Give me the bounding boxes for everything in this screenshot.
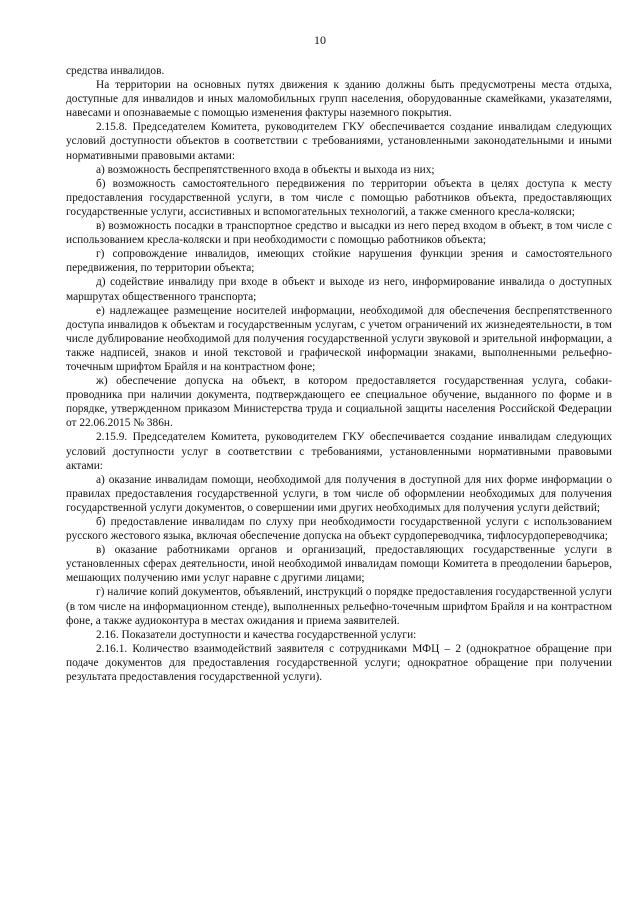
document-body bbox=[66, 64, 612, 684]
paragraph: На территории на основных путях движения к зданию должны быть предусмотрены места отдыха, доступные для инвалидов и иных маломобильных групп населения, оборудованные скамейками, указателями, навесами и опознаваемые с помощью изменения фактуры наземного покрытия. bbox=[66, 79, 612, 120]
paragraph: 2.16. Показатели доступности и качества государственной услуги: bbox=[96, 628, 417, 641]
paragraph: а) оказание инвалидам помощи, необходимой для получения в доступной для них форме информации о правилах предоставления государственной услуги, в том числе об оформлении необходимых для получения государственной услуги документов, о совершении ими других необходимых для получения услуги действий; bbox=[66, 473, 612, 514]
paragraph: г) наличие копий документов, объявлений, инструкций о порядке предоставления государственной услуги (в том числе на информационном стенде), выполненных рельефно-точечным шрифтом Брайля и на контрастном фоне, а также аудиоконтура в местах ожидания и приема заявителей. bbox=[66, 586, 612, 627]
paragraph: в) возможность посадки в транспортное средство и высадки из него перед входом в объект, в том числе с использованием кресла-коляски и при необходимости с помощью работников объекта; bbox=[66, 220, 612, 247]
paragraph: средства инвалидов. bbox=[66, 65, 165, 77]
paragraph: 2.16.1. Количество взаимодействий заявителя с сотрудниками МФЦ – 2 (однократное обращение при подаче документов для предоставления государственной услуги; однократное обращение при получении результата предоставления государственной услуги). bbox=[66, 642, 612, 684]
paragraph: в) оказание работниками органов и организаций, предоставляющих государственные услуги в установленных сферах деятельности, иной необходимой инвалидам помощи Комитета в преодолении барьеров, мешающих получению ими услуг наравне с другими лицами; bbox=[66, 544, 612, 585]
page-number: 10 bbox=[314, 33, 326, 47]
paragraph: б) предоставление инвалидам по слуху при необходимости государственной услуги с использованием русского жестового языка, включая обеспечение допуска на объект сурдопереводчика, тифлосурдопереводчика; bbox=[66, 516, 612, 543]
paragraph: е) надлежащее размещение носителей информации, необходимой для обеспечения беспрепятственного доступа инвалидов к объектам и государственным услугам, с учетом ограничений их жизнедеятельности, в том числе дублирование необходимой для получения государственной услуги звуковой и зрительной информации, а также надписей, знаков и иной текстовой и графической информации знаками, выполненными рельефно-точечным шрифтом Брайля и на контрастном фоне; bbox=[66, 304, 612, 373]
paragraph: 2.15.9. Председателем Комитета, руководителем ГКУ обеспечивается создание инвалидам следующих условий доступности услуг в соответствии с требованиями, установленными нормативными правовыми актами: bbox=[66, 431, 612, 472]
paragraph: 2.15.8. Председателем Комитета, руководителем ГКУ обеспечивается создание инвалидам следующих условий доступности объектов в соответствии с требованиями, установленными законодательными и иными нормативными правовыми актами: bbox=[66, 121, 612, 162]
paragraph: д) содействие инвалиду при входе в объект и выходе из него, информирование инвалида о доступных маршрутах общественного транспорта; bbox=[66, 276, 612, 303]
paragraph: б) возможность самостоятельного передвижения по территории объекта в целях доступа к месту предоставления государственной услуги, в том числе с помощью работников объекта, предоставляющих государственные услуги, ассистивных и вспомогательных технологий, а также сменного кресла-коляски; bbox=[66, 177, 612, 218]
paragraph: ж) обеспечение допуска на объект, в котором предоставляется государственная услуга, собаки-проводника при наличии документа, подтверждающего ее специальное обучение, выданного по форме и в порядке, утвержденном приказом Министерства труда и социальной защиты населения Российской Федерации от 22.06.2015 № 386н. bbox=[66, 375, 612, 430]
paragraph: г) сопровождение инвалидов, имеющих стойкие нарушения функции зрения и самостоятельного передвижения, по территории объекта; bbox=[66, 248, 612, 275]
paragraph: а) возможность беспрепятственного входа в объекты и выхода из них; bbox=[96, 163, 435, 176]
